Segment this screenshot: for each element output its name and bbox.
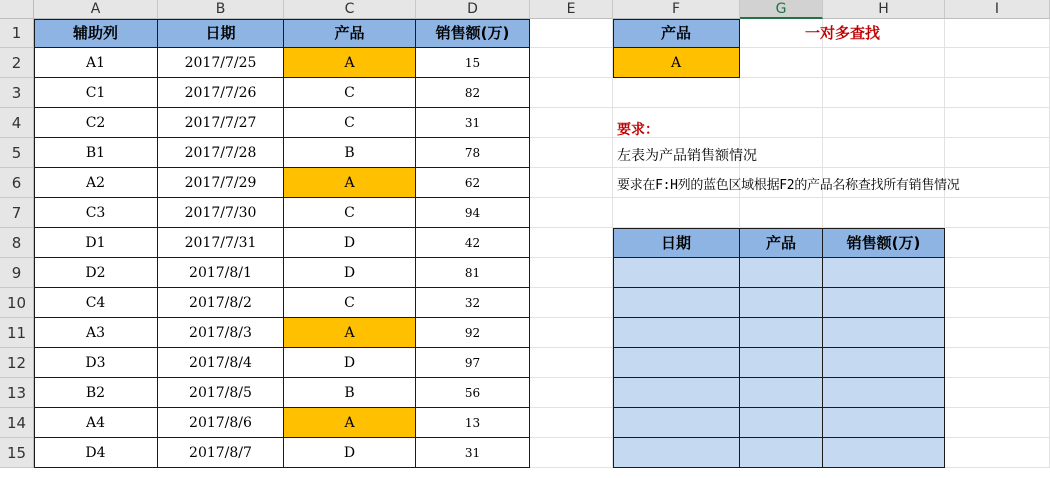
main-table-cell[interactable]: 78 <box>416 138 530 168</box>
empty-cell[interactable] <box>530 19 613 48</box>
main-table-cell[interactable]: D4 <box>34 438 158 468</box>
column-header[interactable]: D <box>416 0 530 19</box>
row-header[interactable]: 9 <box>0 258 34 288</box>
main-table-cell[interactable]: 2017/8/4 <box>158 348 284 378</box>
main-table-cell[interactable]: A3 <box>34 318 158 348</box>
empty-cell[interactable] <box>530 288 613 318</box>
main-table-cell[interactable]: 2017/7/28 <box>158 138 284 168</box>
result-table-cell[interactable] <box>823 258 945 288</box>
main-table-cell[interactable]: C2 <box>34 108 158 138</box>
main-table-cell[interactable]: 2017/8/7 <box>158 438 284 468</box>
empty-cell[interactable] <box>530 168 613 198</box>
main-table-cell[interactable]: 2017/7/27 <box>158 108 284 138</box>
empty-cell[interactable] <box>530 318 613 348</box>
row-header[interactable]: 3 <box>0 78 34 108</box>
empty-cell[interactable] <box>945 258 1050 288</box>
main-table-cell[interactable]: C <box>284 288 416 318</box>
main-table-cell[interactable]: 97 <box>416 348 530 378</box>
result-table-cell[interactable] <box>823 288 945 318</box>
empty-cell[interactable] <box>530 138 613 168</box>
empty-cell[interactable] <box>530 438 613 468</box>
empty-cell[interactable] <box>823 198 945 228</box>
empty-cell[interactable] <box>945 168 1050 198</box>
empty-cell[interactable] <box>530 378 613 408</box>
row-header[interactable]: 7 <box>0 198 34 228</box>
empty-cell[interactable] <box>530 78 613 108</box>
column-header[interactable]: H <box>823 0 945 19</box>
empty-cell[interactable] <box>530 48 613 78</box>
main-table-cell[interactable]: D <box>284 258 416 288</box>
main-table-cell[interactable]: A4 <box>34 408 158 438</box>
empty-cell[interactable] <box>945 48 1050 78</box>
result-table-cell[interactable] <box>740 288 823 318</box>
main-table-cell[interactable]: B <box>284 378 416 408</box>
main-table-cell[interactable]: C <box>284 108 416 138</box>
column-header[interactable]: A <box>34 0 158 19</box>
column-header[interactable]: E <box>530 0 613 19</box>
main-table-cell[interactable]: 82 <box>416 78 530 108</box>
empty-cell[interactable] <box>530 198 613 228</box>
main-table-cell[interactable]: B <box>284 138 416 168</box>
main-table-cell[interactable]: D <box>284 348 416 378</box>
result-table-header[interactable]: 日期 <box>613 228 740 258</box>
main-table-cell[interactable]: 2017/8/6 <box>158 408 284 438</box>
empty-cell[interactable] <box>945 228 1050 258</box>
main-table-cell[interactable]: 2017/8/2 <box>158 288 284 318</box>
row-header[interactable]: 1 <box>0 19 34 48</box>
empty-cell[interactable] <box>945 138 1050 168</box>
main-table-cell[interactable]: 56 <box>416 378 530 408</box>
result-table-cell[interactable] <box>740 438 823 468</box>
result-table-cell[interactable] <box>740 348 823 378</box>
empty-cell[interactable] <box>530 258 613 288</box>
empty-cell[interactable] <box>740 198 823 228</box>
main-table-cell[interactable]: C <box>284 78 416 108</box>
column-header[interactable]: B <box>158 0 284 19</box>
result-table-cell[interactable] <box>823 378 945 408</box>
empty-cell[interactable] <box>823 108 945 138</box>
empty-cell[interactable] <box>740 108 823 138</box>
empty-cell[interactable] <box>945 378 1050 408</box>
row-header[interactable]: 2 <box>0 48 34 78</box>
main-table-cell[interactable]: 2017/8/5 <box>158 378 284 408</box>
lookup-title: 一对多查找 <box>804 24 880 42</box>
main-table-cell[interactable]: D2 <box>34 258 158 288</box>
main-table-cell[interactable]: 2017/7/29 <box>158 168 284 198</box>
empty-cell[interactable] <box>945 348 1050 378</box>
main-table-cell[interactable]: 32 <box>416 288 530 318</box>
empty-cell[interactable] <box>530 408 613 438</box>
column-header[interactable]: C <box>284 0 416 19</box>
empty-cell[interactable] <box>823 48 945 78</box>
main-table-cell[interactable]: D1 <box>34 228 158 258</box>
main-table-cell[interactable]: A <box>284 318 416 348</box>
empty-cell[interactable] <box>530 348 613 378</box>
main-table-header[interactable]: 辅助列 <box>34 19 158 48</box>
result-table-cell[interactable] <box>823 318 945 348</box>
main-table-cell[interactable]: D <box>284 438 416 468</box>
empty-cell[interactable] <box>945 288 1050 318</box>
main-table-cell[interactable]: C3 <box>34 198 158 228</box>
row-header[interactable]: 13 <box>0 378 34 408</box>
empty-cell[interactable] <box>945 438 1050 468</box>
main-table-cell[interactable]: A2 <box>34 168 158 198</box>
main-table-cell[interactable]: 42 <box>416 228 530 258</box>
main-table-cell[interactable]: A1 <box>34 48 158 78</box>
main-table-header[interactable]: 产品 <box>284 19 416 48</box>
result-table-header[interactable]: 销售额(万) <box>823 228 945 258</box>
result-table-cell[interactable] <box>613 348 740 378</box>
row-header[interactable]: 5 <box>0 138 34 168</box>
main-table-cell[interactable]: D <box>284 228 416 258</box>
main-table-cell[interactable]: 62 <box>416 168 530 198</box>
empty-cell[interactable] <box>740 78 823 108</box>
requirement-line-1: 左表为产品销售额情况 <box>617 148 757 164</box>
main-table-cell[interactable]: 2017/8/3 <box>158 318 284 348</box>
main-table-cell[interactable]: 2017/7/30 <box>158 198 284 228</box>
result-table-cell[interactable] <box>823 408 945 438</box>
row-header[interactable]: 11 <box>0 318 34 348</box>
result-table-cell[interactable] <box>613 438 740 468</box>
empty-cell[interactable] <box>823 78 945 108</box>
select-all-corner[interactable] <box>0 0 34 19</box>
column-header[interactable]: G <box>740 0 823 19</box>
main-table-cell[interactable]: 31 <box>416 108 530 138</box>
main-table-cell[interactable]: 92 <box>416 318 530 348</box>
empty-cell[interactable] <box>823 138 945 168</box>
empty-cell[interactable] <box>945 108 1050 138</box>
result-table-cell[interactable] <box>613 378 740 408</box>
empty-cell[interactable] <box>945 19 1050 48</box>
row-header[interactable]: 12 <box>0 348 34 378</box>
main-table-cell[interactable]: 2017/7/31 <box>158 228 284 258</box>
main-table-cell[interactable]: 94 <box>416 198 530 228</box>
empty-cell[interactable] <box>530 228 613 258</box>
requirement-heading: 要求： <box>617 122 659 138</box>
requirement-line-2: 要求在F:H列的蓝色区域根据F2的产品名称查找所有销售情况 <box>617 178 960 193</box>
main-table-cell[interactable]: D3 <box>34 348 158 378</box>
main-table-cell[interactable]: 2017/8/1 <box>158 258 284 288</box>
main-table-cell[interactable]: B1 <box>34 138 158 168</box>
main-table-cell[interactable]: 13 <box>416 408 530 438</box>
column-header[interactable]: I <box>945 0 1050 19</box>
result-table-cell[interactable] <box>740 258 823 288</box>
empty-cell[interactable] <box>530 108 613 138</box>
lookup-label[interactable]: 产品 <box>613 19 740 48</box>
lookup-value-input[interactable]: A <box>613 48 740 78</box>
row-header[interactable]: 14 <box>0 408 34 438</box>
main-table-cell[interactable]: B2 <box>34 378 158 408</box>
row-header[interactable]: 15 <box>0 438 34 468</box>
result-table-cell[interactable] <box>740 318 823 348</box>
main-table-cell[interactable]: 15 <box>416 48 530 78</box>
empty-cell[interactable] <box>613 198 740 228</box>
result-table-header[interactable]: 产品 <box>740 228 823 258</box>
empty-cell[interactable] <box>945 408 1050 438</box>
main-table-cell[interactable]: C4 <box>34 288 158 318</box>
result-table-cell[interactable] <box>740 408 823 438</box>
result-table-cell[interactable] <box>823 438 945 468</box>
column-header[interactable]: F <box>613 0 740 19</box>
row-header[interactable]: 6 <box>0 168 34 198</box>
main-table-cell[interactable]: A <box>284 168 416 198</box>
result-table-cell[interactable] <box>613 408 740 438</box>
row-header[interactable]: 10 <box>0 288 34 318</box>
empty-cell[interactable] <box>945 78 1050 108</box>
main-table-cell[interactable]: A <box>284 48 416 78</box>
main-table-cell[interactable]: 2017/7/25 <box>158 48 284 78</box>
row-header[interactable]: 8 <box>0 228 34 258</box>
result-table-cell[interactable] <box>740 378 823 408</box>
empty-cell[interactable] <box>945 198 1050 228</box>
result-table-cell[interactable] <box>823 348 945 378</box>
main-table-cell[interactable]: C1 <box>34 78 158 108</box>
main-table-cell[interactable]: C <box>284 198 416 228</box>
result-table-cell[interactable] <box>613 318 740 348</box>
empty-cell[interactable] <box>740 48 823 78</box>
main-table-cell[interactable]: 2017/7/26 <box>158 78 284 108</box>
empty-cell[interactable] <box>945 318 1050 348</box>
main-table-cell[interactable]: 31 <box>416 438 530 468</box>
empty-cell[interactable] <box>613 78 740 108</box>
row-header[interactable]: 4 <box>0 108 34 138</box>
main-table-header[interactable]: 销售额(万) <box>416 19 530 48</box>
main-table-cell[interactable]: 81 <box>416 258 530 288</box>
main-table-header[interactable]: 日期 <box>158 19 284 48</box>
main-table-cell[interactable]: A <box>284 408 416 438</box>
result-table-cell[interactable] <box>613 258 740 288</box>
result-table-cell[interactable] <box>613 288 740 318</box>
